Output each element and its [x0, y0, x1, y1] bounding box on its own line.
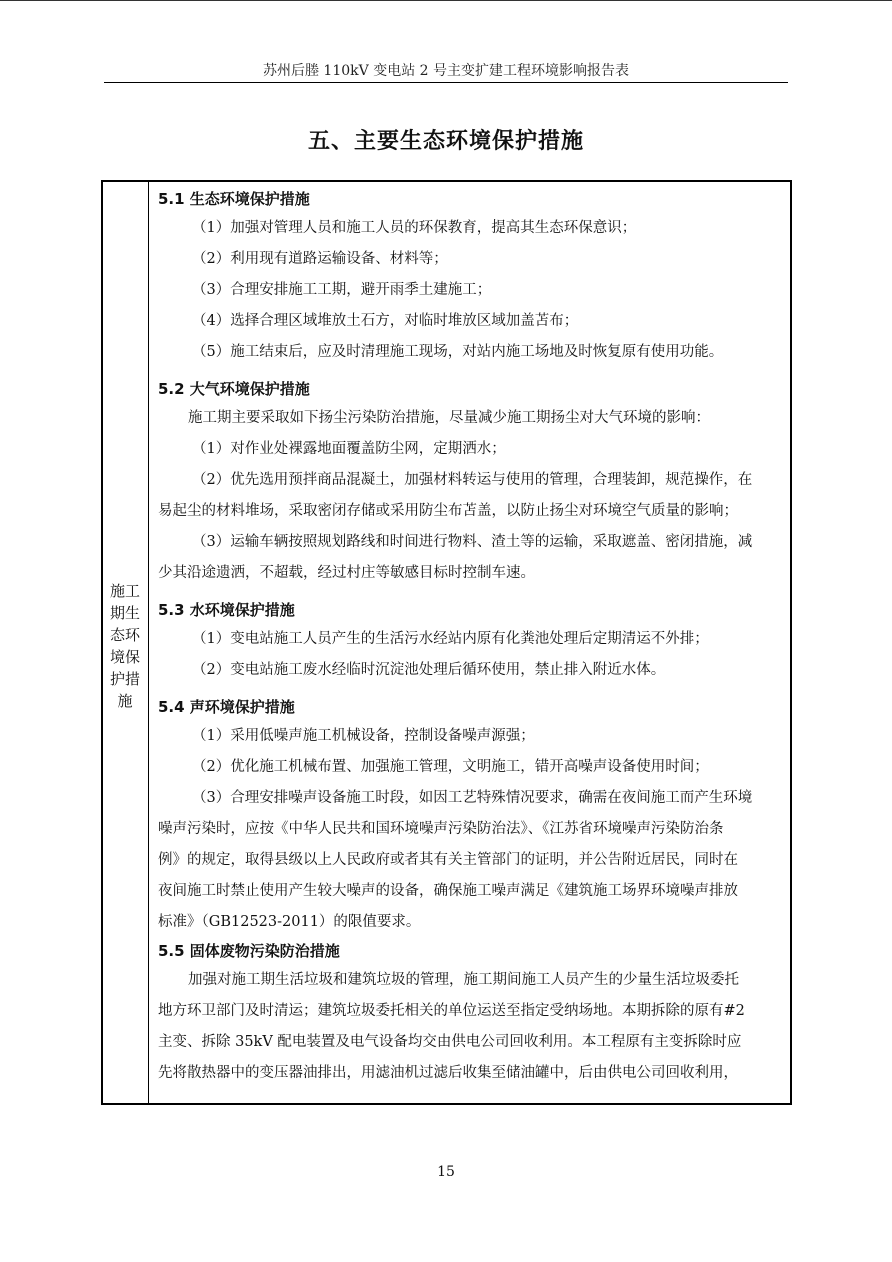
- row-label: [102, 580, 148, 712]
- paragraph-line: （2）利用现有道路运输设备、材料等；: [192, 251, 448, 267]
- paragraph-line: 先将散热器中的变压器油排出，用滤油机过滤后收集至储油罐中，后由供电公司回收利用，: [158, 1065, 738, 1081]
- row-label-line: 态环: [109, 626, 140, 644]
- paragraph-line: （2）变电站施工废水经临时沉淀池处理后循环使用，禁止排入附近水体。: [192, 662, 666, 678]
- page-top-border: [0, 0, 892, 1]
- paragraph-line: 例》的规定，取得县级以上人民政府或者其有关主管部门的证明，并公告附近居民，同时在: [158, 852, 738, 868]
- row-label-line: 施工: [109, 582, 140, 600]
- paragraph-line: 易起尘的材料堆场，采取密闭存储或采用防尘布苫盖，以防止扬尘对环境空气质量的影响；: [158, 503, 738, 519]
- section-heading: 5.2 大气环境保护措施: [158, 380, 310, 398]
- paragraph-line: 加强对施工期生活垃圾和建筑垃圾的管理，施工期间施工人员产生的少量生活垃圾委托: [188, 972, 739, 988]
- page-number: 15: [437, 1164, 455, 1180]
- paragraph-line: 夜间施工时禁止使用产生较大噪声的设备，确保施工噪声满足《建筑施工场界环境噪声排放: [158, 883, 738, 899]
- paragraph-line: （3）合理安排施工工期，避开雨季土建施工；: [192, 282, 492, 298]
- paragraph-line: 标准》（GB12523-2011）的限值要求。: [158, 914, 421, 930]
- row-label-line: 期生: [109, 604, 140, 622]
- section-heading: 5.3 水环境保护措施: [158, 601, 295, 619]
- paragraph-line: 地方环卫部门及时清运；建筑垃圾委托相关的单位运送至指定受纳场地。本期拆除的原有#2: [158, 1003, 745, 1019]
- section-heading: 5.4 声环境保护措施: [158, 698, 295, 716]
- paragraph-line: 少其沿途遗洒，不超载，经过村庄等敏感目标时控制车速。: [158, 565, 535, 581]
- paragraph-line: （1）对作业处裸露地面覆盖防尘网，定期洒水；: [192, 441, 506, 457]
- page-title: 五、主要生态环境保护措施: [307, 129, 584, 154]
- paragraph-line: 噪声污染时，应按《中华人民共和国环境噪声污染防治法》、《江苏省环境噪声污染防治条: [158, 821, 724, 837]
- paragraph-line: （1）变电站施工人员产生的生活污水经站内原有化粪池处理后定期清运不外排；: [192, 631, 709, 647]
- running-header: 苏州后塍 110kV 变电站 2 号主变扩建工程环境影响报告表: [262, 63, 630, 79]
- paragraph-line: （2）优先选用预拌商品混凝土，加强材料转运与使用的管理，合理装卸，规范操作，在: [192, 472, 753, 488]
- paragraph-line: （5）施工结束后，应及时清理施工现场，对站内施工场地及时恢复原有使用功能。: [192, 344, 724, 360]
- paragraph-line: （3）合理安排噪声设备施工时段，如因工艺特殊情况要求，确需在夜间施工而产生环境: [192, 790, 753, 806]
- table-content-cell: [158, 186, 786, 1089]
- paragraph-line: （2）优化施工机械布置、加强施工管理，文明施工，错开高噪声设备使用时间；: [192, 759, 709, 775]
- row-label-line: 护措: [109, 670, 140, 688]
- paragraph-line: （3）运输车辆按照规划路线和时间进行物料、渣土等的运输，采取遮盖、密闭措施，减: [192, 534, 753, 550]
- paragraph-line: 主变、拆除 35kV 配电装置及电气设备均交由供电公司回收利用。本工程原有主变拆除时应: [158, 1034, 742, 1050]
- header-rule: [104, 82, 788, 83]
- table-column-divider: [148, 182, 149, 1103]
- section-heading: 5.1 生态环境保护措施: [158, 190, 310, 208]
- section-heading: 5.5 固体废物污染防治措施: [158, 942, 340, 960]
- paragraph-line: （1）采用低噪声施工机械设备，控制设备噪声源强；: [192, 728, 535, 744]
- paragraph-line: （4）选择合理区域堆放土石方，对临时堆放区域加盖苫布；: [192, 313, 579, 329]
- paragraph-line: （1）加强对管理人员和施工人员的环保教育，提高其生态环保意识；: [192, 220, 637, 236]
- row-label-line: 施: [117, 692, 133, 710]
- paragraph-line: 施工期主要采取如下扬尘污染防治措施，尽量减少施工期扬尘对大气环境的影响：: [188, 410, 710, 426]
- row-label-line: 境保: [109, 648, 140, 666]
